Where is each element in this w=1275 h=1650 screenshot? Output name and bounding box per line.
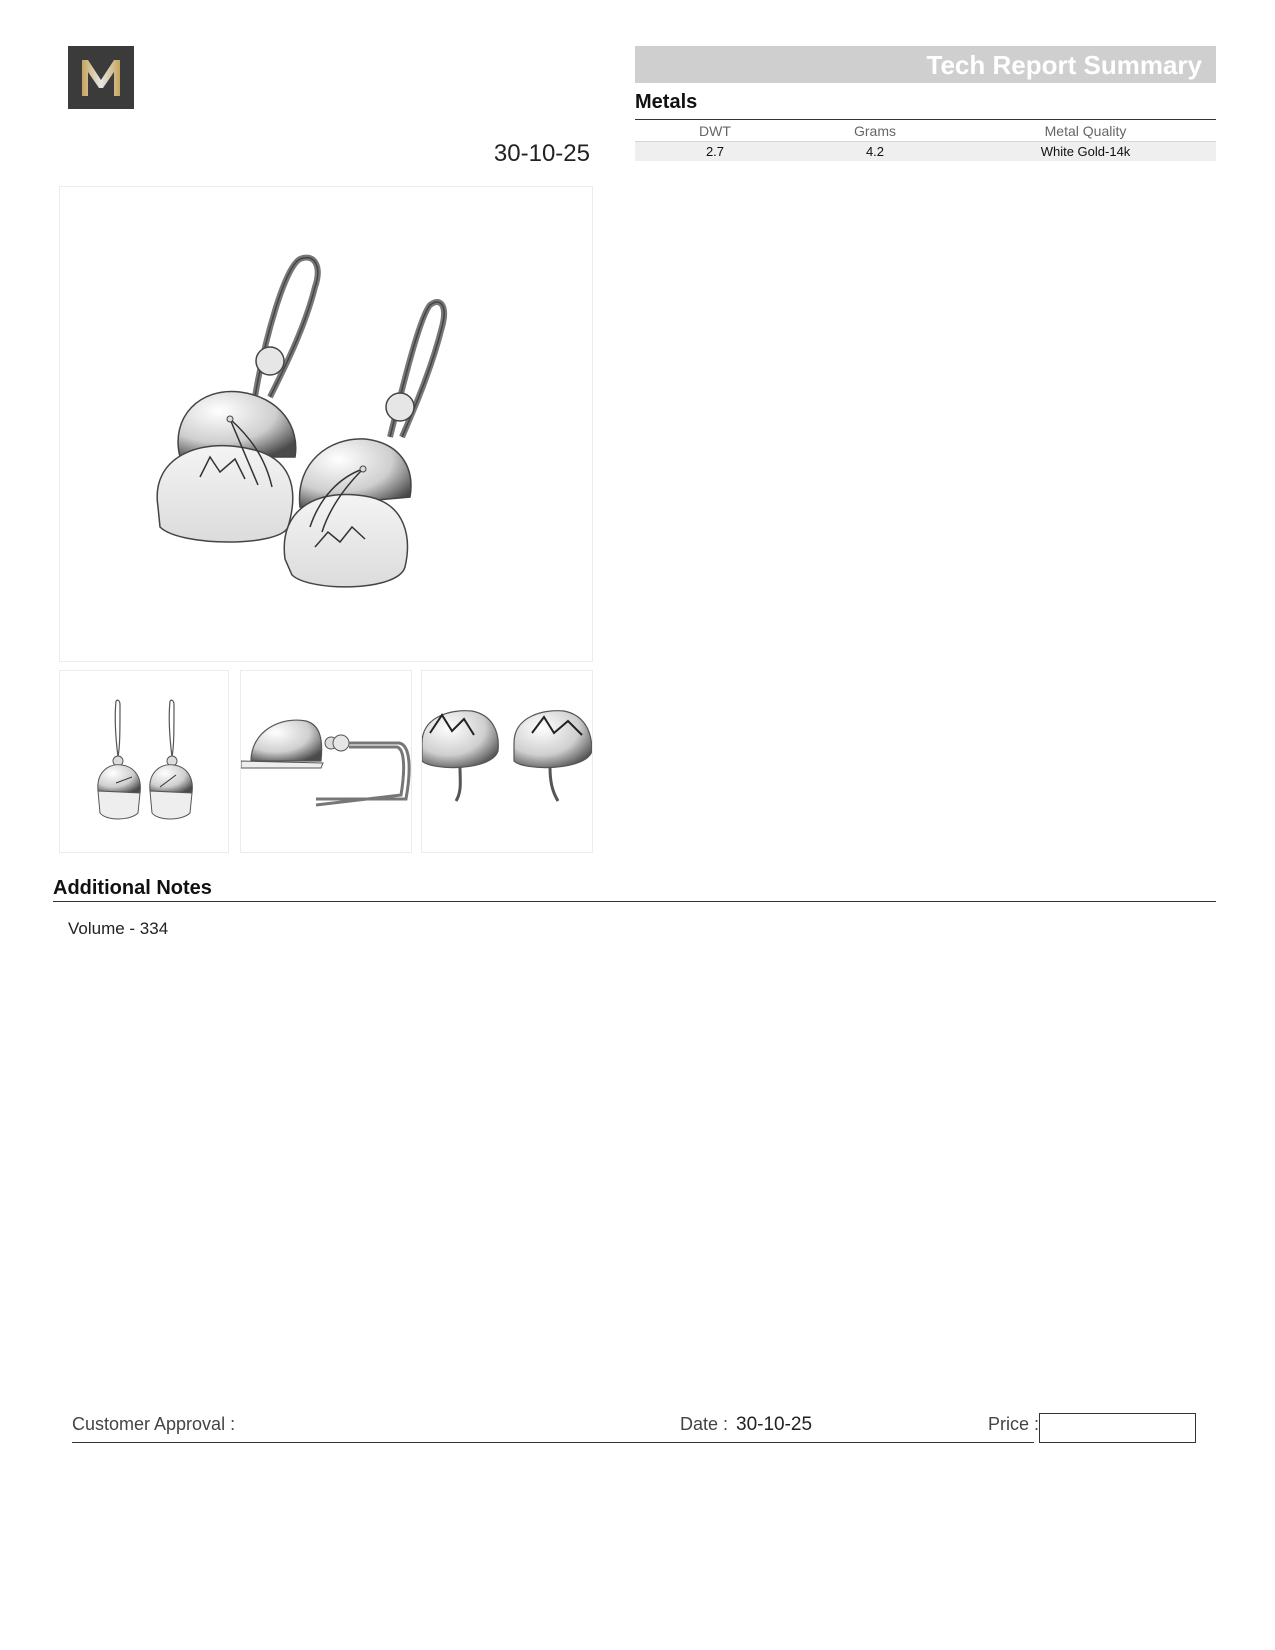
report-header-bar	[635, 46, 1216, 83]
brand-logo	[68, 46, 134, 109]
earring-side-icon	[241, 671, 411, 852]
column-header-metal-quality: Metal Quality	[955, 121, 1216, 142]
thumbnail-top-view[interactable]	[421, 670, 593, 853]
approval-date-value: 30-10-25	[736, 1414, 813, 1435]
metals-divider	[635, 119, 1216, 120]
report-title: Tech Report Summary	[926, 50, 1202, 80]
earrings-perspective-icon	[60, 187, 592, 661]
price-field[interactable]	[1039, 1413, 1196, 1443]
notes-text: Volume - 334	[68, 919, 169, 938]
metals-table	[635, 121, 1216, 161]
customer-approval-label: Customer Approval :	[72, 1414, 236, 1434]
thumbnail-side-view[interactable]	[240, 670, 412, 853]
m-logo-icon	[68, 46, 134, 109]
metals-header-row	[635, 121, 1216, 142]
approval-date-label: Date :	[680, 1414, 729, 1434]
column-header-dwt: DWT	[635, 121, 795, 142]
report-date: 30-10-25	[493, 140, 590, 167]
cell-metal-quality: White Gold-14k	[955, 142, 1216, 162]
column-header-grams: Grams	[795, 121, 955, 142]
table-row	[635, 142, 1216, 162]
cell-dwt: 2.7	[635, 142, 795, 162]
metals-heading: Metals	[635, 91, 698, 113]
customer-approval-signature-line[interactable]	[72, 1442, 1034, 1443]
earrings-front-icon	[60, 671, 228, 852]
price-label: Price :	[988, 1414, 1040, 1434]
notes-heading: Additional Notes	[53, 877, 212, 899]
cell-grams: 4.2	[795, 142, 955, 162]
main-product-image	[59, 186, 593, 662]
earrings-top-icon	[422, 671, 592, 852]
thumbnail-front-view[interactable]	[59, 670, 229, 853]
notes-divider	[53, 901, 1216, 902]
